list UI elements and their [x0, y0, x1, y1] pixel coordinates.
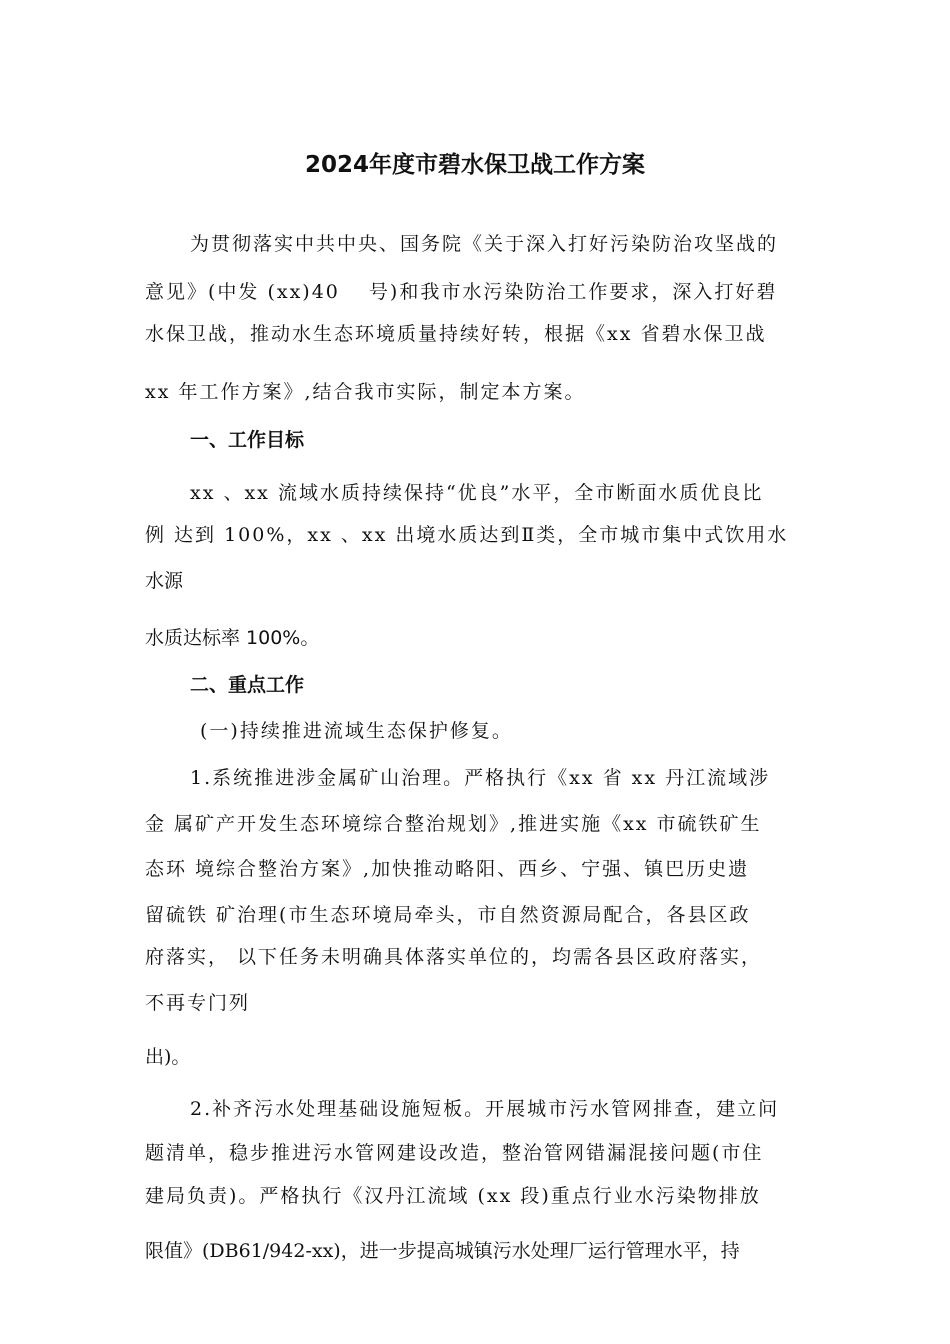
document-title: 2024年度市碧水保卫战工作方案: [304, 152, 645, 178]
intro-line-3: 水保卫战，推动水生态环境质量持续好转，根据《xx 省碧水保卫战: [145, 323, 767, 345]
item1-line-7: 出)。: [145, 1046, 191, 1068]
subsection-heading-1: (一)持续推进流域生态保护修复。: [200, 720, 513, 742]
item2-line-3: 建局负责)。严格执行《汉丹江流域 (xx 段)重点行业水污染物排放: [145, 1185, 761, 1207]
item2-line-4: 限值》(DB61/942-xx)，进一步提高城镇污水处理厂运行管理水平，持: [145, 1240, 740, 1262]
item1-line-3: 态环 境综合整治方案》,加快推动略阳、西乡、宁强、镇巴历史遗: [145, 858, 750, 880]
intro-line-2: 意见》(中发 (xx)40 号)和我市水污染防治工作要求，深入打好碧: [145, 281, 778, 303]
item1-line-6: 不再专门列: [145, 992, 251, 1014]
item1-line-1: 1.系统推进涉金属矿山治理。严格执行《xx 省 xx 丹江流域涉: [190, 767, 771, 789]
goals-line-2: 例 达到 100%，xx 、xx 出境水质达到Ⅱ类，全市城市集中式饮用水: [145, 524, 789, 546]
intro-line-1: 为贯彻落实中共中央、国务院《关于深入打好污染防治攻坚战的: [190, 233, 779, 255]
section-heading-key-work: 二、重点工作: [190, 674, 305, 696]
item1-line-2: 金 属矿产开发生态环境综合整治规划》,推进实施《xx 市硫铁矿生: [145, 813, 762, 835]
goals-line-3: 水源: [145, 570, 184, 592]
intro-line-4: xx 年工作方案》,结合我市实际，制定本方案。: [145, 381, 586, 403]
item2-line-1: 2.补齐污水处理基础设施短板。开展城市污水管网排查，建立问: [190, 1098, 780, 1120]
section-heading-goals: 一、工作目标: [190, 429, 305, 451]
goals-line-1: xx 、xx 流域水质持续保持“优良”水平，全市断面水质优良比: [190, 482, 764, 504]
item1-line-5: 府落实， 以下任务未明确具体落实单位的，均需各县区政府落实，: [145, 946, 763, 968]
item2-line-2: 题清单，稳步推进污水管网建设改造，整治管网错漏混接问题(市住: [145, 1142, 764, 1164]
item1-line-4: 留硫铁 矿治理(市生态环境局牵头，市自然资源局配合，各县区政: [145, 904, 751, 926]
goals-line-4: 水质达标率 100%。: [145, 627, 320, 649]
